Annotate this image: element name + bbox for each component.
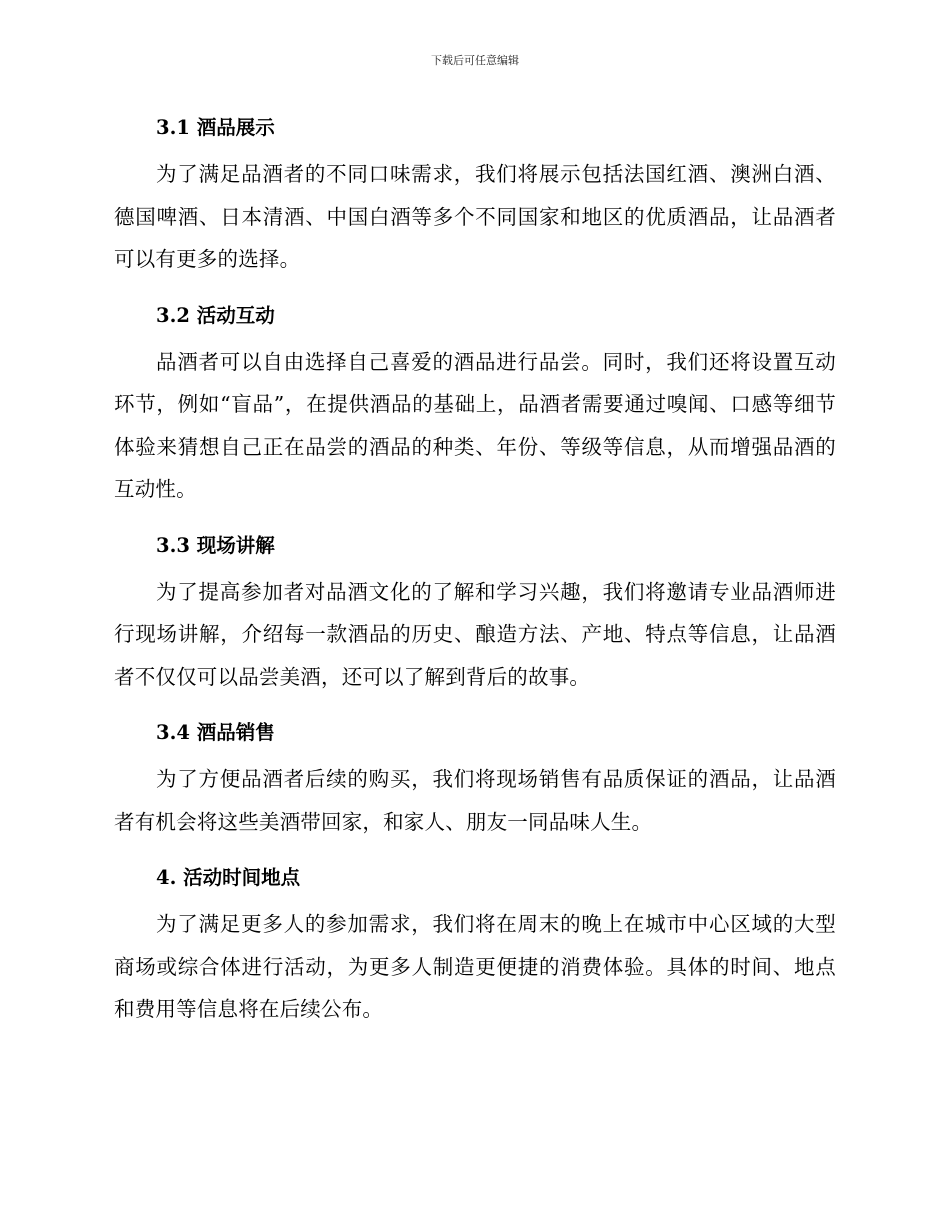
section-body: 为了满足品酒者的不同口味需求，我们将展示包括法国红酒、澳洲白酒、德国啤酒、日本清酒、中国白酒等多个不同国家和地区的优质酒品，让品酒者可以有更多的选择。 [114, 162, 836, 271]
section-body: 为了提高参加者对品酒文化的了解和学习兴趣，我们将邀请专业品酒师进行现场讲解，介绍每一款酒品的历史、酿造方法、产地、特点等信息，让品酒者不仅仅可以品尝美酒，还可以了解到背后的故事。 [114, 579, 836, 689]
section-heading: 3.3 现场讲解 [156, 533, 275, 557]
section-wine-display [114, 110, 836, 281]
section-heading: 4. 活动时间地点 [156, 866, 301, 889]
section-heading: 3.2 活动互动 [156, 303, 275, 327]
section-heading: 3.4 酒品销售 [156, 721, 275, 744]
section-body: 为了方便品酒者后续的购买，我们将现场销售有品质保证的酒品，让品酒者有机会将这些美酒带回家，和家人、朋友一同品味人生。 [114, 767, 836, 834]
section-time-location [114, 860, 836, 1031]
section-heading: 3.1 酒品展示 [156, 116, 275, 139]
header-note: 下载后可任意编辑 [431, 54, 519, 67]
document-content [114, 110, 836, 1048]
section-body: 为了满足更多人的参加需求，我们将在周末的晚上在城市中心区域的大型商场或综合体进行活动，为更多人制造更便捷的消费体验。具体的时间、地点和费用等信息将在后续公布。 [114, 912, 836, 1021]
section-activity-interaction [114, 298, 836, 511]
section-body: 品酒者可以自由选择自己喜爱的酒品进行品尝。同时，我们还将设置互动环节，例如“盲品”，在提供酒品的基础上，品酒者需要通过嗅闻、口感等细节体验来猜想自己正在品尝的酒品的种类、年份、等级等信息，从而增强品酒的互动性。 [114, 349, 836, 501]
section-onsite-explanation [114, 528, 836, 699]
section-wine-sales [114, 715, 836, 843]
